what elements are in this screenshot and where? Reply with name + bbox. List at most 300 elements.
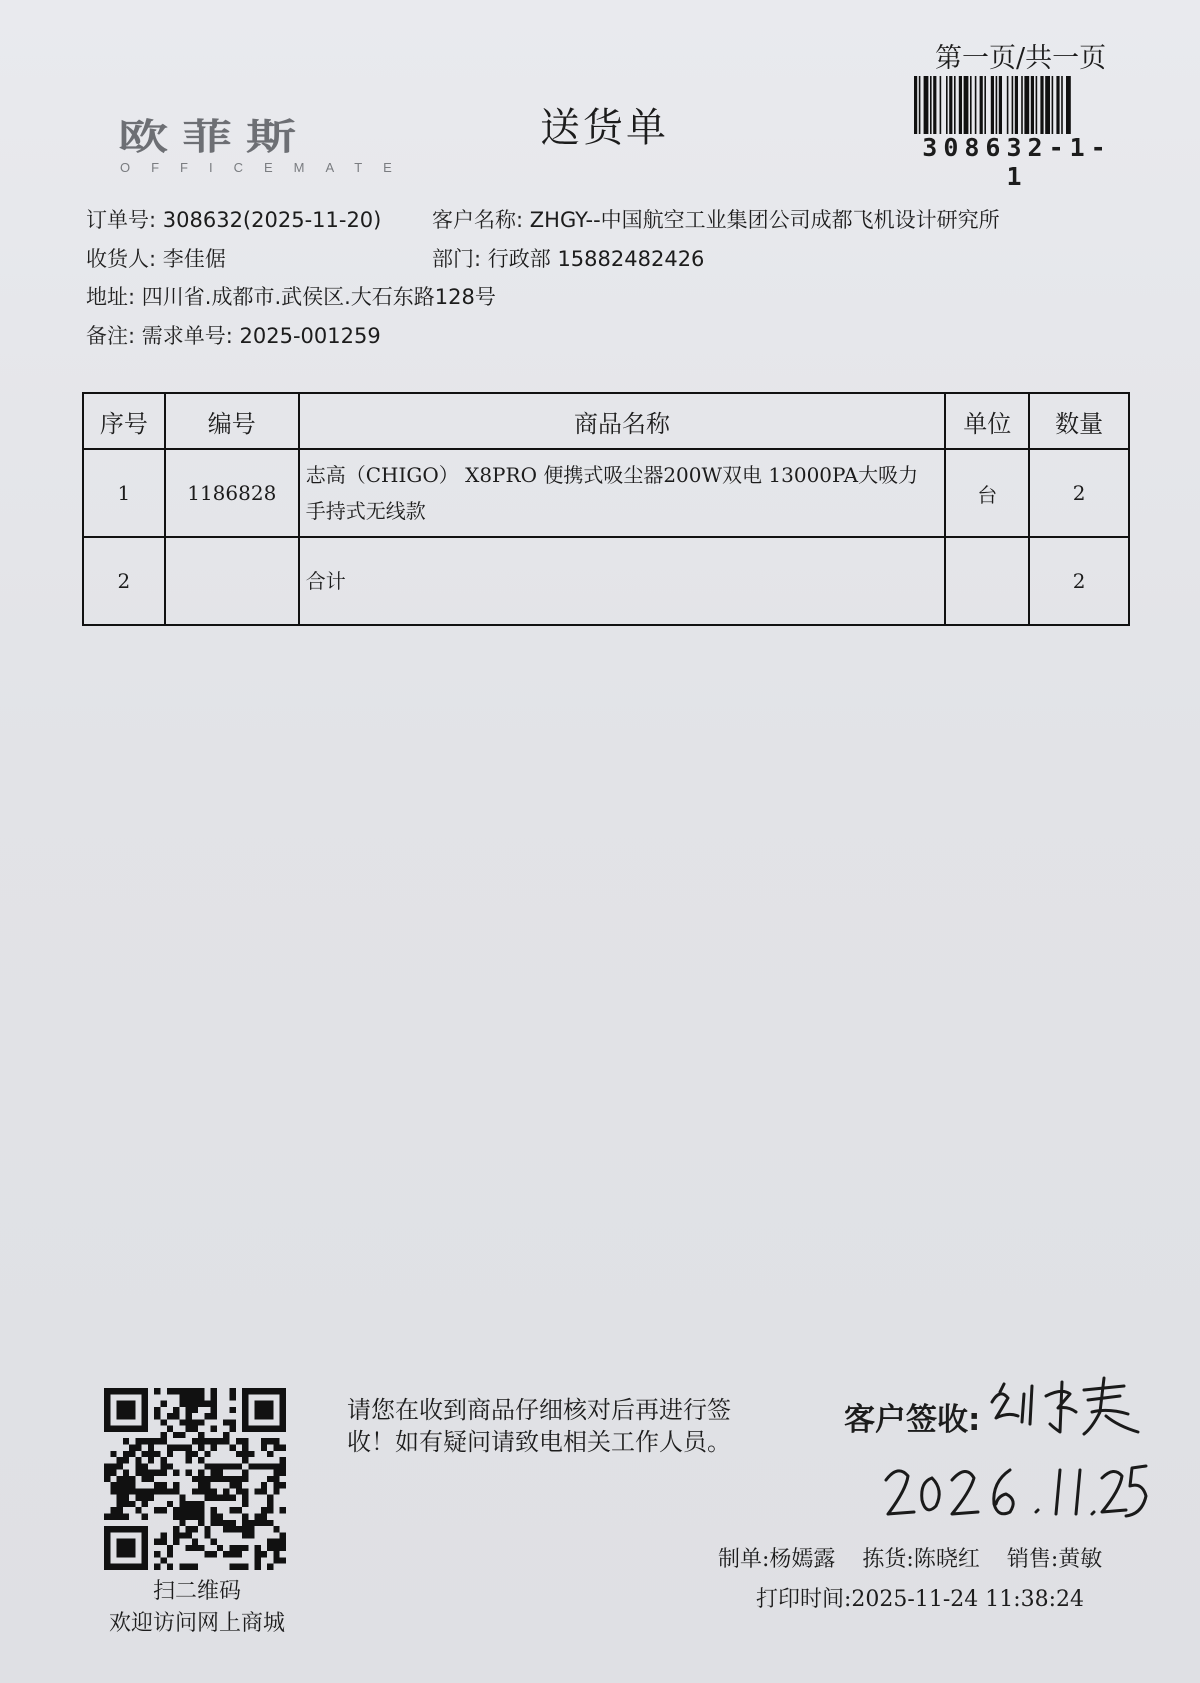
- cell-unit: 台: [945, 449, 1029, 537]
- qr-module: [117, 1488, 123, 1494]
- qr-module: [135, 1388, 141, 1394]
- qr-module: [211, 1426, 217, 1432]
- qr-module: [242, 1426, 248, 1432]
- qr-module: [142, 1526, 148, 1532]
- qr-module: [280, 1444, 286, 1450]
- qr-module: [135, 1488, 141, 1494]
- qr-module: [230, 1426, 236, 1432]
- qr-module: [230, 1394, 236, 1400]
- qr-module: [173, 1532, 179, 1538]
- qr-module: [248, 1388, 254, 1394]
- qr-module: [273, 1557, 279, 1563]
- qr-module: [223, 1476, 229, 1482]
- qr-module: [179, 1495, 185, 1501]
- qr-module: [135, 1463, 141, 1469]
- qr-module: [154, 1470, 160, 1476]
- qr-module: [223, 1495, 229, 1501]
- qr-module: [192, 1394, 198, 1400]
- qr-module: [211, 1495, 217, 1501]
- barcode-bar: [964, 76, 969, 134]
- customer-name-label: 客户名称:: [432, 208, 524, 232]
- qr-module: [179, 1514, 185, 1520]
- qr-module: [242, 1401, 248, 1407]
- qr-module: [280, 1426, 286, 1432]
- qr-module: [192, 1501, 198, 1507]
- qr-module: [255, 1557, 261, 1563]
- qr-module: [198, 1470, 204, 1476]
- qr-module: [179, 1394, 185, 1400]
- qr-module: [255, 1426, 261, 1432]
- qr-module: [179, 1564, 185, 1570]
- qr-module: [110, 1488, 116, 1494]
- qr-module: [204, 1495, 210, 1501]
- qr-module: [186, 1501, 192, 1507]
- qr-module: [160, 1482, 166, 1488]
- qr-module: [204, 1488, 210, 1494]
- logo-chinese-text: 欧菲斯: [118, 115, 310, 158]
- qr-module: [261, 1426, 267, 1432]
- qr-module: [204, 1526, 210, 1532]
- qr-module: [192, 1438, 198, 1444]
- qr-module: [179, 1520, 185, 1526]
- qr-module: [267, 1388, 273, 1394]
- qr-module: [173, 1470, 179, 1476]
- qr-module: [267, 1407, 273, 1413]
- qr-module: [167, 1451, 173, 1457]
- qr-module: [142, 1476, 148, 1482]
- qr-module: [280, 1394, 286, 1400]
- qr-module: [104, 1539, 110, 1545]
- qr-module: [217, 1545, 223, 1551]
- qr-module: [173, 1444, 179, 1450]
- qr-module: [280, 1482, 286, 1488]
- qr-module: [123, 1401, 129, 1407]
- qr-module: [167, 1551, 173, 1557]
- cell-quantity: 2: [1029, 449, 1129, 537]
- qr-module: [242, 1514, 248, 1520]
- qr-module: [211, 1444, 217, 1450]
- qr-module: [104, 1388, 110, 1394]
- qr-module: [280, 1532, 286, 1538]
- qr-module: [230, 1419, 236, 1425]
- qr-module: [148, 1470, 154, 1476]
- qr-module: [230, 1388, 236, 1394]
- qr-module: [186, 1401, 192, 1407]
- qr-module: [223, 1520, 229, 1526]
- qr-module: [242, 1564, 248, 1570]
- qr-module: [255, 1564, 261, 1570]
- qr-module: [248, 1426, 254, 1432]
- qr-module: [211, 1514, 217, 1520]
- qr-module: [261, 1444, 267, 1450]
- department: [432, 243, 704, 273]
- department-value: 行政部 15882482426: [487, 247, 705, 271]
- qr-module: [179, 1532, 185, 1538]
- qr-module: [186, 1419, 192, 1425]
- qr-module: [223, 1432, 229, 1438]
- qr-module: [110, 1426, 116, 1432]
- qr-module: [211, 1488, 217, 1494]
- qr-module: [135, 1564, 141, 1570]
- qr-module: [186, 1426, 192, 1432]
- qr-module: [255, 1413, 261, 1419]
- order-number: [86, 204, 381, 234]
- qr-module: [204, 1551, 210, 1557]
- qr-module: [255, 1520, 261, 1526]
- barcode-bar: [1012, 76, 1014, 134]
- qr-module: [129, 1451, 135, 1457]
- qr-module: [179, 1388, 185, 1394]
- handwritten-date: [880, 1456, 1150, 1526]
- qr-module: [236, 1463, 242, 1469]
- qr-module: [186, 1507, 192, 1513]
- qr-module: [273, 1388, 279, 1394]
- qr-module: [117, 1463, 123, 1469]
- qr-module: [211, 1394, 217, 1400]
- qr-module: [179, 1507, 185, 1513]
- qr-module: [280, 1457, 286, 1463]
- qr-module: [217, 1470, 223, 1476]
- qr-module: [129, 1501, 135, 1507]
- page-indicator: 第一页/共一页: [935, 43, 1107, 74]
- qr-module: [110, 1463, 116, 1469]
- qr-module: [154, 1388, 160, 1394]
- qr-module: [273, 1539, 279, 1545]
- qr-module: [129, 1426, 135, 1432]
- qr-module: [123, 1388, 129, 1394]
- consignee: [86, 243, 226, 273]
- qr-module: [123, 1526, 129, 1532]
- qr-module: [242, 1444, 248, 1450]
- qr-module: [267, 1438, 273, 1444]
- qr-module: [117, 1514, 123, 1520]
- qr-module: [160, 1401, 166, 1407]
- qr-module: [248, 1532, 254, 1538]
- qr-module: [123, 1407, 129, 1413]
- qr-module: [173, 1388, 179, 1394]
- qr-caption-line1: 扫二维码: [152, 1579, 241, 1604]
- qr-module: [160, 1507, 166, 1513]
- qr-module: [230, 1482, 236, 1488]
- qr-module: [117, 1564, 123, 1570]
- qr-module: [135, 1526, 141, 1532]
- barcode-bar: [930, 76, 932, 134]
- qr-module: [211, 1413, 217, 1419]
- barcode-bar: [1015, 76, 1018, 134]
- qr-module: [154, 1451, 160, 1457]
- qr-module: [104, 1532, 110, 1538]
- barcode: [912, 76, 1122, 134]
- qr-module: [186, 1407, 192, 1413]
- qr-module: [173, 1413, 179, 1419]
- qr-module: [198, 1444, 204, 1450]
- qr-module: [160, 1488, 166, 1494]
- qr-module: [192, 1426, 198, 1432]
- qr-module: [236, 1526, 242, 1532]
- maker: 制单:杨嫣露: [718, 1547, 836, 1572]
- remark: [86, 320, 381, 350]
- qr-module: [104, 1413, 110, 1419]
- qr-module: [198, 1501, 204, 1507]
- qr-module: [186, 1457, 192, 1463]
- qr-module: [211, 1463, 217, 1469]
- order-number-label: 订单号:: [86, 208, 157, 232]
- qr-module: [242, 1407, 248, 1413]
- qr-module: [242, 1451, 248, 1457]
- qr-module: [230, 1526, 236, 1532]
- qr-module: [154, 1507, 160, 1513]
- qr-module: [223, 1438, 229, 1444]
- table-total-row: [83, 537, 1129, 625]
- qr-module: [192, 1476, 198, 1482]
- qr-module: [104, 1514, 110, 1520]
- qr-module: [104, 1545, 110, 1551]
- qr-module: [211, 1551, 217, 1557]
- qr-module: [129, 1526, 135, 1532]
- qr-module: [142, 1388, 148, 1394]
- qr-module: [198, 1488, 204, 1494]
- qr-module: [117, 1407, 123, 1413]
- qr-module: [160, 1463, 166, 1469]
- qr-module: [123, 1564, 129, 1570]
- qr-module: [142, 1532, 148, 1538]
- qr-module: [261, 1482, 267, 1488]
- qr-module: [192, 1488, 198, 1494]
- qr-module: [217, 1514, 223, 1520]
- qr-module: [242, 1413, 248, 1419]
- qr-module: [123, 1488, 129, 1494]
- qr-module: [160, 1419, 166, 1425]
- qr-module: [267, 1401, 273, 1407]
- qr-module: [142, 1495, 148, 1501]
- qr-module: [242, 1476, 248, 1482]
- qr-module: [261, 1463, 267, 1469]
- qr-module: [117, 1457, 123, 1463]
- qr-module: [261, 1488, 267, 1494]
- qr-module: [142, 1451, 148, 1457]
- qr-module: [236, 1507, 242, 1513]
- qr-module: [129, 1476, 135, 1482]
- qr-module: [154, 1551, 160, 1557]
- qr-module: [248, 1463, 254, 1469]
- qr-module: [104, 1426, 110, 1432]
- qr-module: [129, 1444, 135, 1450]
- barcode-number: 308632-1-1: [922, 133, 1112, 191]
- qr-module: [230, 1545, 236, 1551]
- qr-module: [104, 1470, 110, 1476]
- qr-module: [154, 1413, 160, 1419]
- qr-module: [117, 1501, 123, 1507]
- customer-sign-label: 客户签收:: [844, 1402, 981, 1438]
- qr-module: [123, 1426, 129, 1432]
- qr-module: [173, 1507, 179, 1513]
- qr-module: [117, 1526, 123, 1532]
- qr-module: [261, 1401, 267, 1407]
- qr-module: [148, 1476, 154, 1482]
- qr-module: [280, 1470, 286, 1476]
- qr-module: [230, 1495, 236, 1501]
- qr-module: [236, 1551, 242, 1557]
- header-code: 编号: [165, 393, 299, 449]
- barcode-bar: [1056, 76, 1059, 134]
- qr-module: [142, 1564, 148, 1570]
- qr-module: [236, 1488, 242, 1494]
- qr-module: [135, 1470, 141, 1476]
- qr-module: [204, 1438, 210, 1444]
- department-label: 部门:: [432, 247, 482, 271]
- qr-module: [135, 1495, 141, 1501]
- qr-module: [192, 1526, 198, 1532]
- qr-module: [148, 1457, 154, 1463]
- qr-module: [154, 1407, 160, 1413]
- qr-module: [148, 1444, 154, 1450]
- logo-english-text: OFFICEMATE: [120, 160, 413, 175]
- barcode-bar: [959, 76, 962, 134]
- qr-module: [110, 1482, 116, 1488]
- qr-module: [104, 1407, 110, 1413]
- remark-value: 需求单号: 2025-001259: [141, 324, 381, 348]
- qr-module: [104, 1476, 110, 1482]
- table-header-row: [83, 393, 1129, 449]
- qr-module: [173, 1514, 179, 1520]
- qr-module: [129, 1407, 135, 1413]
- qr-module: [142, 1463, 148, 1469]
- qr-module: [154, 1488, 160, 1494]
- qr-module: [242, 1526, 248, 1532]
- qr-module: [186, 1444, 192, 1450]
- qr-module: [242, 1470, 248, 1476]
- qr-module: [186, 1514, 192, 1520]
- qr-module: [280, 1507, 286, 1513]
- qr-module: [211, 1507, 217, 1513]
- qr-module: [261, 1407, 267, 1413]
- qr-module: [198, 1394, 204, 1400]
- qr-module: [230, 1564, 236, 1570]
- barcode-bar: [933, 76, 936, 134]
- consignee-label: 收货人:: [86, 247, 157, 271]
- qr-module: [267, 1520, 273, 1526]
- qr-module: [173, 1488, 179, 1494]
- qr-module: [261, 1413, 267, 1419]
- qr-module: [211, 1520, 217, 1526]
- qr-module: [192, 1545, 198, 1551]
- qr-module: [110, 1451, 116, 1457]
- qr-module: [280, 1388, 286, 1394]
- qr-module: [261, 1520, 267, 1526]
- qr-module: [148, 1488, 154, 1494]
- qr-module: [273, 1444, 279, 1450]
- qr-module: [211, 1476, 217, 1482]
- qr-module: [104, 1394, 110, 1400]
- qr-module: [123, 1545, 129, 1551]
- barcode-bar: [1061, 76, 1063, 134]
- barcode-bar: [1040, 76, 1043, 134]
- qr-module: [104, 1551, 110, 1557]
- qr-module: [242, 1419, 248, 1425]
- qr-module: [123, 1451, 129, 1457]
- qr-module: [186, 1545, 192, 1551]
- qr-module: [186, 1526, 192, 1532]
- qr-module: [167, 1564, 173, 1570]
- qr-module: [236, 1438, 242, 1444]
- qr-module: [104, 1564, 110, 1570]
- qr-module: [167, 1413, 173, 1419]
- cell-code: 1186828: [165, 449, 299, 537]
- qr-module: [129, 1482, 135, 1488]
- qr-module: [204, 1413, 210, 1419]
- staff-info: [718, 1542, 1122, 1573]
- qr-module: [211, 1470, 217, 1476]
- qr-module: [167, 1545, 173, 1551]
- customer-name: [432, 204, 1000, 234]
- order-number-value: 308632(2025-11-20): [162, 208, 382, 232]
- qr-module: [123, 1539, 129, 1545]
- qr-module: [236, 1451, 242, 1457]
- qr-module: [123, 1551, 129, 1557]
- barcode-bar: [1021, 76, 1023, 134]
- qr-module: [129, 1551, 135, 1557]
- barcode-bar: [984, 76, 986, 134]
- qr-module: [217, 1476, 223, 1482]
- qr-module: [186, 1564, 192, 1570]
- qr-module: [135, 1444, 141, 1450]
- qr-module: [142, 1501, 148, 1507]
- qr-module: [242, 1394, 248, 1400]
- qr-module: [267, 1545, 273, 1551]
- qr-module: [135, 1457, 141, 1463]
- qr-module: [123, 1413, 129, 1419]
- barcode-bar: [1031, 76, 1034, 134]
- qr-module: [230, 1444, 236, 1450]
- qr-module: [255, 1463, 261, 1469]
- qr-module: [173, 1482, 179, 1488]
- qr-module: [223, 1488, 229, 1494]
- qr-module: [242, 1488, 248, 1494]
- qr-module: [211, 1407, 217, 1413]
- qr-module: [198, 1432, 204, 1438]
- qr-module: [192, 1407, 198, 1413]
- qr-module: [104, 1419, 110, 1425]
- qr-module: [142, 1551, 148, 1557]
- qr-module: [273, 1488, 279, 1494]
- barcode-bar: [919, 76, 921, 134]
- barcode-bar: [1024, 76, 1029, 134]
- qr-module: [198, 1507, 204, 1513]
- qr-module: [192, 1388, 198, 1394]
- qr-module: [255, 1545, 261, 1551]
- address: [86, 281, 496, 311]
- header-unit: 单位: [945, 393, 1029, 449]
- qr-module: [273, 1482, 279, 1488]
- cell-product-name: 志高（CHIGO） X8PRO 便携式吸尘器200W双电 13000PA大吸力 手持式无线款: [299, 449, 946, 537]
- qr-module: [148, 1438, 154, 1444]
- qr-module: [230, 1476, 236, 1482]
- qr-module: [255, 1551, 261, 1557]
- barcode-bar: [980, 76, 983, 134]
- qr-module: [123, 1495, 129, 1501]
- address-value: 四川省.成都市.武侯区.大石东路128号: [141, 285, 496, 309]
- qr-module: [242, 1532, 248, 1538]
- qr-module: [217, 1495, 223, 1501]
- qr-module: [204, 1451, 210, 1457]
- qr-module: [117, 1401, 123, 1407]
- qr-module: [129, 1539, 135, 1545]
- customer-name-value: ZHGY--中国航空工业集团公司成都飞机设计研究所: [529, 208, 1000, 232]
- qr-caption-line2: 欢迎访问网上商城: [108, 1611, 285, 1636]
- qr-module: [280, 1401, 286, 1407]
- qr-module: [129, 1388, 135, 1394]
- qr-module: [167, 1388, 173, 1394]
